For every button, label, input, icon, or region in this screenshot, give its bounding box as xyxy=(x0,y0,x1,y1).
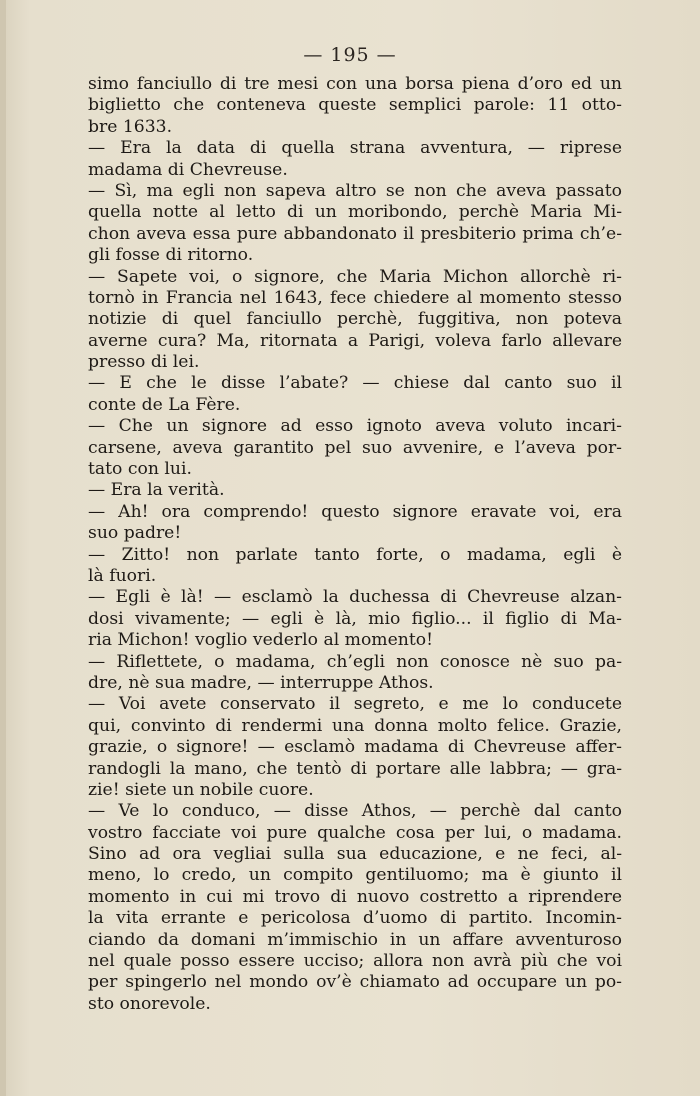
text-line: — Sì, ma egli non sapeva altro se non che aveva passato xyxy=(88,180,622,201)
text-line: — Voi avete conservato il segreto, e me lo conducete xyxy=(88,694,622,715)
page-number: — 195 — xyxy=(303,44,397,66)
page-text-body xyxy=(88,74,622,1015)
text-line: qui, convinto di rendermi una donna molto felice. Grazie, xyxy=(88,715,622,736)
text-line: grazie, o signore! — esclamò madama di Chevreuse affer- xyxy=(88,737,622,758)
text-line: — Egli è là! — esclamò la duchessa di Chevreuse alzan- xyxy=(88,587,622,608)
text-line: Sino ad ora vegliai sulla sua educazione, e ne feci, al- xyxy=(88,844,622,865)
text-line: ria Michon! voglio vederlo al momento! xyxy=(88,630,434,651)
text-line: — Era la data di quella strana avventura, — riprese xyxy=(88,138,622,159)
text-line: tato con lui. xyxy=(88,459,192,480)
text-line: la vita errante e pericolosa d’uomo di partito. Incomin- xyxy=(88,908,622,929)
text-line: conte de La Fère. xyxy=(88,394,241,415)
text-line: — Era la verità. xyxy=(88,480,225,501)
text-line: simo fanciullo di tre mesi con una borsa piena d’oro ed un xyxy=(88,74,622,94)
text-line: zie! siete un nobile cuore. xyxy=(88,779,314,800)
text-line: per spingerlo nel mondo ov’è chiamato ad occupare un po- xyxy=(88,972,622,993)
text-line: sto onorevole. xyxy=(88,993,211,1014)
text-line: tornò in Francia nel 1643, fece chiedere al momento stesso xyxy=(88,287,622,308)
text-line: — Ah! ora comprendo! questo signore eravate voi, era xyxy=(88,501,622,522)
text-line: dosi vivamente; — egli è là, mio figlio... il figlio di Ma- xyxy=(88,608,622,629)
text-line: dre, nè sua madre, — interruppe Athos. xyxy=(88,672,434,693)
page-edge-shadow xyxy=(0,0,6,1096)
text-line: notizie di quel fanciullo perchè, fuggitiva, non poteva xyxy=(88,309,622,330)
text-line: gli fosse di ritorno. xyxy=(88,245,254,266)
text-line: suo padre! xyxy=(88,523,182,544)
text-line: là fuori. xyxy=(88,565,157,586)
text-line: chon aveva essa pure abbandonato il presbiterio prima ch’e- xyxy=(88,223,622,244)
text-line: meno, lo credo, un compito gentiluomo; ma è giunto il xyxy=(88,865,622,886)
text-line: — Riflettete, o madama, ch’egli non conosce nè suo pa- xyxy=(88,651,622,672)
text-line: carsene, aveva garantito pel suo avvenire, e l’aveva por- xyxy=(88,437,622,458)
text-line: — Sapete voi, o signore, che Maria Michon allorchè ri- xyxy=(88,266,622,287)
text-line: — Che un signore ad esso ignoto aveva voluto incari- xyxy=(88,416,622,437)
text-line: quella notte al letto di un moribondo, perchè Maria Mi- xyxy=(88,202,622,223)
text-line: averne cura? Ma, ritornata a Parigi, voleva farlo allevare xyxy=(88,330,622,351)
text-line: madama di Chevreuse. xyxy=(88,159,288,180)
text-line: — Zitto! non parlate tanto forte, o madama, egli è xyxy=(88,544,622,565)
text-line: presso di lei. xyxy=(88,352,200,373)
text-line: — Ve lo conduco, — disse Athos, — perchè dal canto xyxy=(88,801,622,822)
text-line: — E che le disse l’abate? — chiese dal canto suo il xyxy=(88,373,622,394)
text-line: ciando da domani m’immischio in un affare avventuroso xyxy=(88,929,622,950)
text-line: randogli la mano, che tentò di portare alle labbra; — gra- xyxy=(88,758,622,779)
text-line: biglietto che conteneva queste semplici parole: 11 otto- xyxy=(88,95,622,116)
text-line: momento in cui mi trovo di nuovo costretto a riprendere xyxy=(88,886,622,907)
text-line: bre 1633. xyxy=(88,116,173,137)
text-line: nel quale posso essere ucciso; allora non avrà più che voi xyxy=(88,951,622,972)
text-line: vostro facciate voi pure qualche cosa per lui, o madama. xyxy=(88,822,622,843)
